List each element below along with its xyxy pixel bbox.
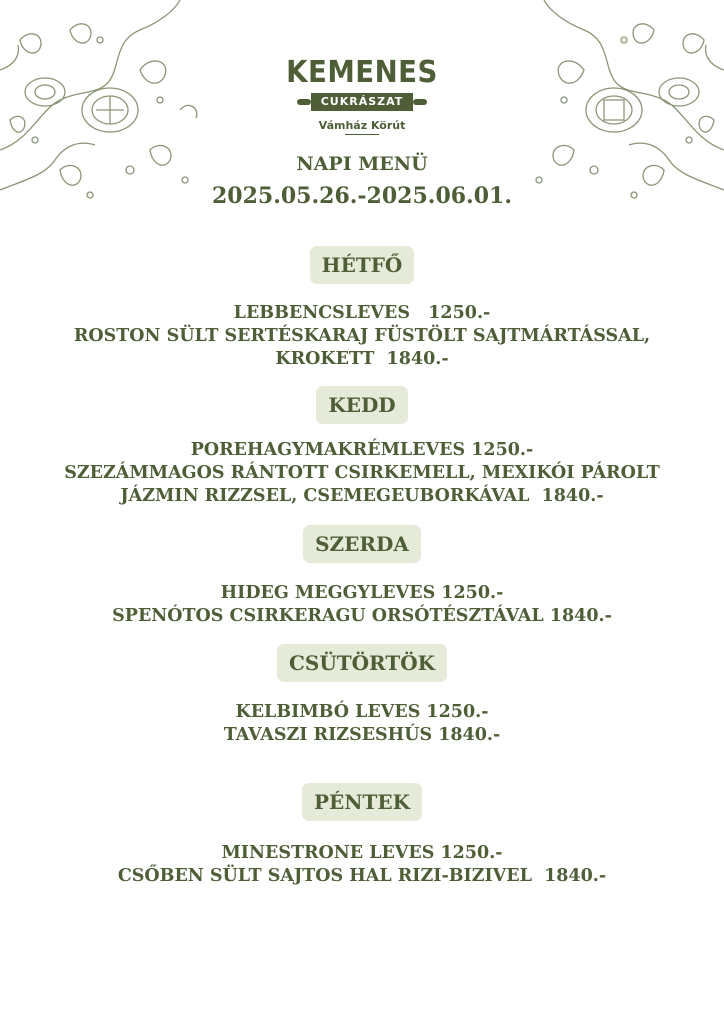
menu-item-line: KROKETT 1840.- [275,349,449,369]
brand-logo [0,56,724,135]
logo-location: Vámház Körút [318,119,406,132]
logo-banner [297,93,428,111]
menu-item-line: SPENÓTOS CSIRKERAGU ORSÓTÉSZTÁVAL 1840.- [112,606,612,626]
day-badge: SZERDA [303,525,421,563]
day-friday-items [0,842,724,888]
menu-item-line: ROSTON SÜLT SERTÉSKARAJ FÜSTÖLT SAJTMÁRTÁSSAL, [73,326,651,346]
menu-item-line: JÁZMIN RIZZSEL, CSEMEGEUBORKÁVAL 1840.- [120,486,604,506]
day-thursday [0,644,724,682]
day-wednesday-items [0,582,724,628]
day-tuesday-items [0,439,724,508]
day-monday [0,246,724,284]
menu-item-line: HIDEG MEGGYLEVES 1250.- [220,583,504,603]
menu-title: NAPI MENÜ [296,153,428,175]
menu-item-line: POREHAGYMAKRÉMLEVES 1250.- [190,440,534,460]
menu-item-line: CSŐBEN SÜLT SAJTOS HAL RIZI-BIZIVEL 1840.- [117,866,607,886]
day-tuesday [0,386,724,424]
day-monday-items [0,302,724,371]
menu-item-line: MINESTRONE LEVES 1250.- [221,843,503,863]
logo-banner-text: CUKRÁSZAT [311,93,414,111]
day-wednesday [0,525,724,563]
rolling-pin-left-handle [297,99,311,105]
day-badge: KEDD [316,386,407,424]
day-badge: HÉTFŐ [310,246,415,284]
day-thursday-items [0,701,724,747]
logo-underline [345,134,379,135]
menu-item-line: SZEZÁMMAGOS RÁNTOTT CSIRKEMELL, MEXIKÓI PÁROLT [64,463,660,483]
menu-item-line: LEBBENCSLEVES 1250.- [233,303,491,323]
day-friday [0,783,724,821]
logo-wordmark: KEMENES [286,55,438,90]
menu-date-range: 2025.05.26.-2025.06.01. [211,183,512,209]
day-badge: CSÜTÖRTÖK [277,644,447,682]
day-badge: PÉNTEK [302,783,422,821]
menu-item-line: KELBIMBÓ LEVES 1250.- [235,702,489,722]
rolling-pin-right-handle [413,99,427,105]
menu-item-line: TAVASZI RIZSESHÚS 1840.- [223,725,501,745]
